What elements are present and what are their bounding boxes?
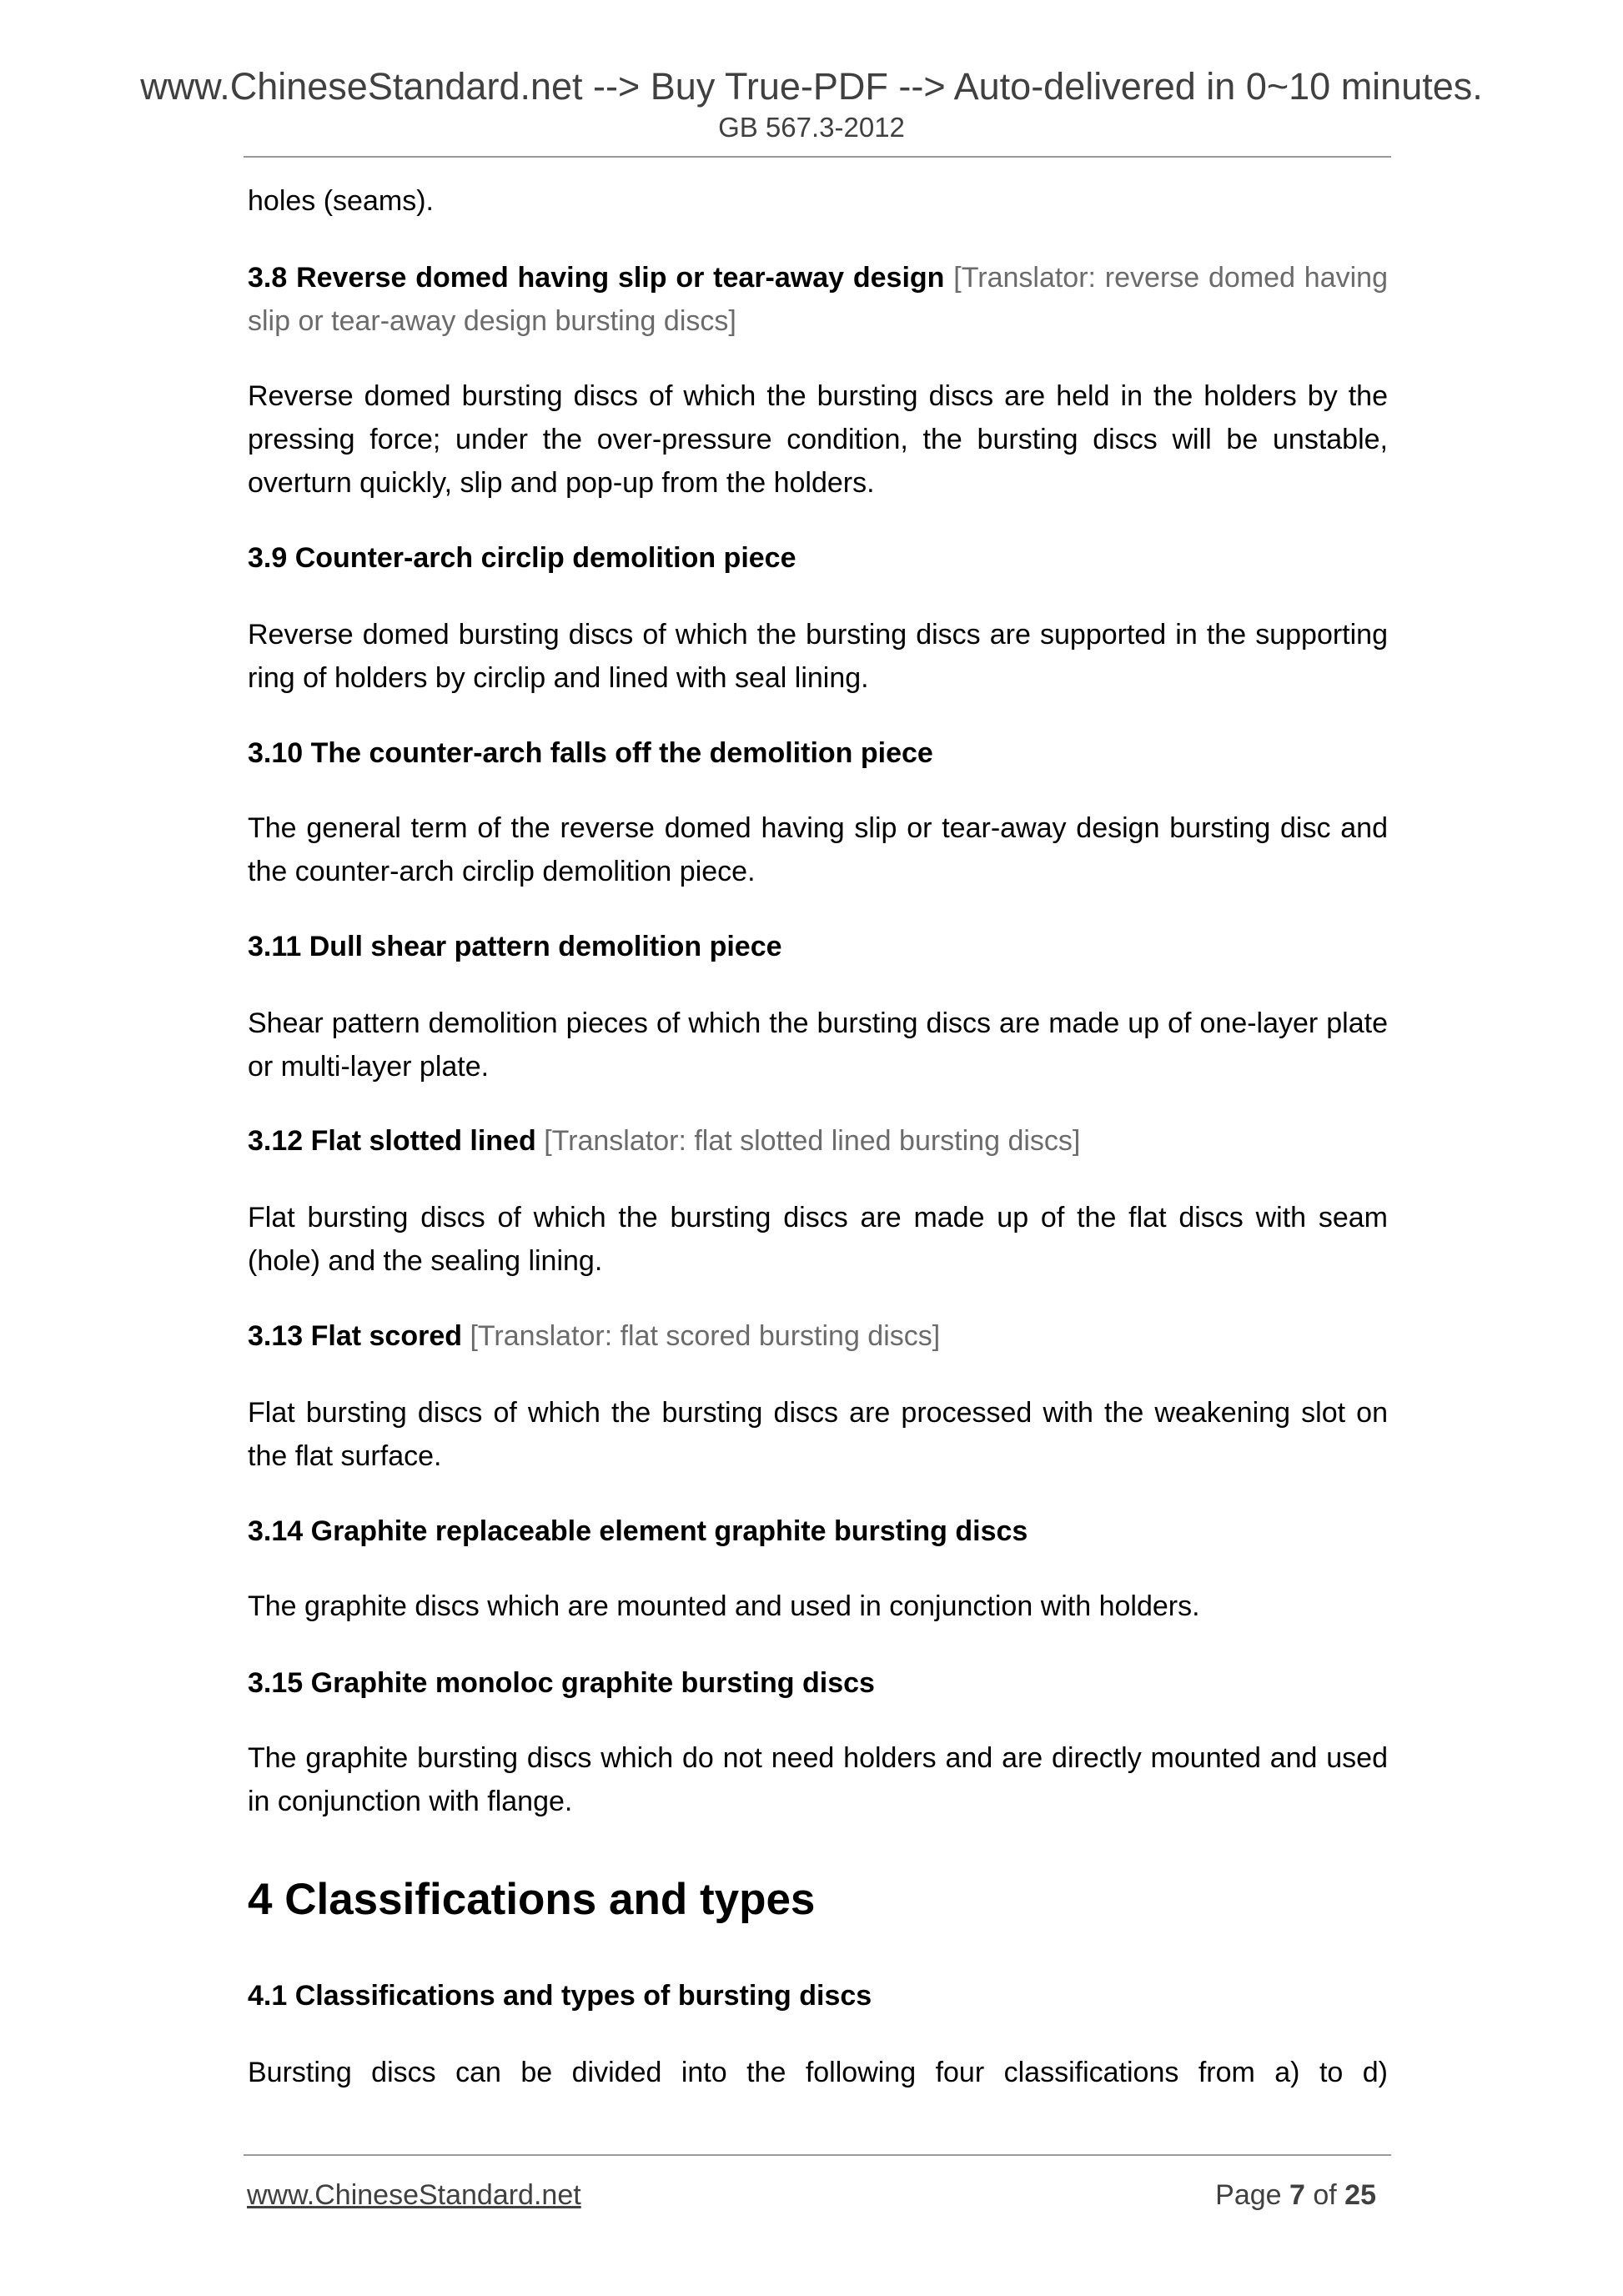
paragraph: The general term of the reverse domed having slip or tear-away design bursting disc and the counter-arch circlip demolition piece. <box>248 812 1388 887</box>
paragraph: holes (seams). <box>248 185 434 217</box>
header-banner: www.ChineseStandard.net --> Buy True-PDF --> Auto-delivered in 0~10 minutes. <box>140 65 1483 108</box>
paragraph: Reverse domed bursting discs of which the bursting discs are supported in the supporting ring of holders by circlip and lined with seal lining. <box>248 619 1388 694</box>
heading-title: 3.8 Reverse domed having slip or tear-away design <box>248 262 945 294</box>
paragraph: The graphite bursting discs which do not need holders and are directly mounted and used in conjunction with flange. <box>248 1742 1388 1817</box>
translator-note: [Translator: flat scored bursting discs] <box>470 1320 941 1352</box>
paragraph: Flat bursting discs of which the bursting discs are processed with the weakening slot on the flat surface. <box>248 1397 1388 1472</box>
paragraph: Flat bursting discs of which the bursting discs are made up of the flat discs with seam (hole) and the sealing lining. <box>248 1202 1388 1277</box>
page-prefix: Page <box>1215 2179 1289 2211</box>
current-page: 7 <box>1289 2179 1305 2211</box>
heading-title: 3.12 Flat slotted lined <box>248 1125 536 1157</box>
header-divider <box>244 156 1391 158</box>
footer-website-link[interactable]: www.ChineseStandard.net <box>247 2179 581 2211</box>
document-id: GB 567.3-2012 <box>718 112 905 143</box>
page-mid: of <box>1304 2179 1345 2211</box>
paragraph: Reverse domed bursting discs of which the bursting discs are held in the holders by the pressing force; under the over-pressure condition, the bursting discs will be unstable, overturn quickly, slip and pop-up from the holders. <box>248 380 1388 499</box>
section-3-11-heading: 3.11 Dull shear pattern demolition piece <box>248 931 782 962</box>
section-3-10-heading: 3.10 The counter-arch falls off the demolition piece <box>248 737 933 769</box>
section-3-14-heading: 3.14 Graphite replaceable element graphite bursting discs <box>248 1515 1028 1547</box>
section-3-13-heading <box>248 1314 1388 1358</box>
translator-note: [Translator: reverse domed having slip or tear-away design bursting discs] <box>248 262 1388 337</box>
section-3-9-heading: 3.9 Counter-arch circlip demolition piece <box>248 542 796 574</box>
paragraph: Bursting discs can be divided into the following four classifications from a) to d) <box>248 2057 1388 2088</box>
translator-note: [Translator: flat slotted lined bursting discs] <box>544 1125 1081 1157</box>
heading-title: 3.13 Flat scored <box>248 1320 463 1352</box>
section-3-12-heading <box>248 1119 1388 1163</box>
section-3-8-heading <box>248 256 1388 343</box>
footer-divider <box>244 2154 1391 2156</box>
paragraph: Shear pattern demolition pieces of which the bursting discs are made up of one-layer plate or multi-layer plate. <box>248 1007 1388 1083</box>
section-4-heading: 4 Classifications and types <box>248 1875 816 1924</box>
total-pages: 25 <box>1344 2179 1376 2211</box>
paragraph: The graphite discs which are mounted and used in conjunction with holders. <box>248 1590 1200 1622</box>
page-number <box>1215 2175 1376 2215</box>
section-4-1-heading: 4.1 Classifications and types of bursting discs <box>248 1980 872 2012</box>
section-3-15-heading: 3.15 Graphite monoloc graphite bursting discs <box>248 1667 875 1699</box>
